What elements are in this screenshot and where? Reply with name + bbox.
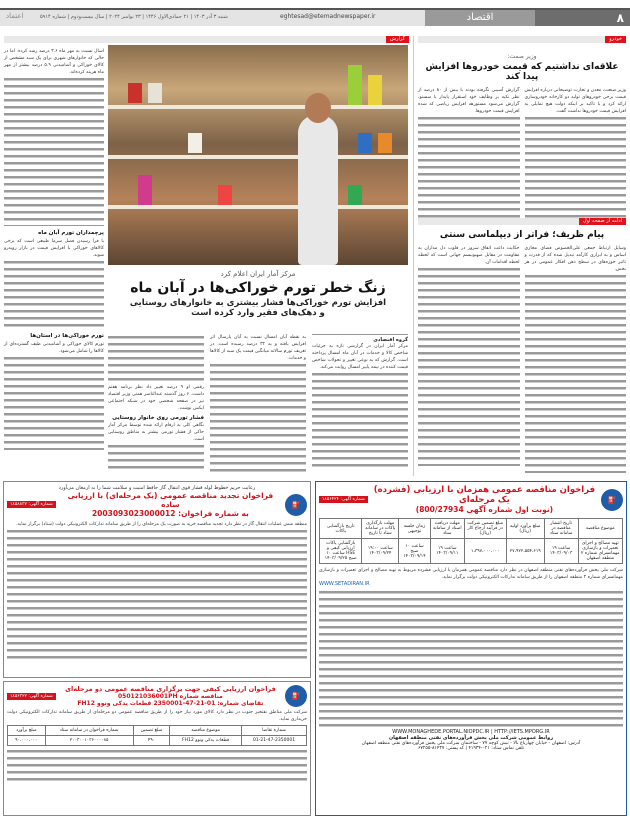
table-cell: ۲۰۰۳۰۰۱۰۳۶۰۰۰۰۸۵ [45,736,133,746]
tender-table [7,725,307,746]
table-header-cell: شماره تقاضا [242,726,307,736]
company-emblem-icon: ⛽ [601,489,623,511]
table-cell: قطعات یدکی ونوو FH12 [170,736,242,746]
table-cell: ساعت ۱۹ ۱۴۰۳/۰۹/۱۱ [430,539,464,564]
date-line: شنبه ۳ آذر ۱۴۰۳ | ۲۱ جمادی‌الاول ۱۴۴۶ | ۲۳ نوامبر ۲۰۲۴ | سال بیست‌ودوم | شماره ۵۹۱۴ [40,14,228,20]
section-bar [418,36,626,43]
ad-body: شرکت ملی پخش فرآورده‌های نفتی منطقه اصفهان در نظر دارد مناقصه عمومی همزمان با ارزیابی فشرده مربوط به تهیه مصالح و اجرای تعمیرات و بازسازی مهمانسرای شماره ۲ منطقه اصفهان را از طریق سامانه تدارکات الکترونیکی دولت برگزار نماید. [319,568,623,580]
company-emblem-icon: ⛽ [285,685,307,707]
table-header-cell: موضوع مناقصه [170,726,242,736]
article-text: مرکز آمار ایران در گزارشی تازه به جزئیات شاخص کالا و خدمات در آبان ماه امسال پرداخته است. گزارش که به نوعی تغییر و تحولات شاخص قیمت کننده در نیمه پاییز امسال روایت می‌کند. [312,344,408,370]
ad-number-badge: شماره آگهی: ۱۸۵۶۳۲۲ [7,693,56,700]
table-cell: ساعت ۱۹ ۱۴۰۳/۰۹/۰۳ [544,539,578,564]
safety-notice: رعایت حریم خطوط لوله فشار قوی انتقال گاز حافظ امنیت و سلامت شما را به ارمغان می‌آورد [58,485,256,491]
newspaper-logo: اعتماد [6,12,24,20]
table-header-cell: شماره فراخوان در سامانه ستاد [45,726,133,736]
subheading: فشار تورمی روی خانوار روستایی [112,415,204,421]
zarif-article [418,218,626,473]
subheading: پرچمداران تورم آبان ماه [38,230,104,236]
table-cell: ۹۰،۰۰۰،۰۰۰ [8,736,46,746]
tender-ad-isfahan [315,481,627,816]
section-title: اقتصاد [425,10,535,26]
car-article [418,36,626,227]
byline: گروه اقتصادی [312,334,408,343]
article-text: رقمی او ۹ درصد تغییر داد نظر برنامه هفتم داشت. ۶ روز گذشته عبدالناصر همتی وزیر اقتصاد نیز در صفحه شخصی خود در شبکه اجتماعی ایکس نوشت. [108,385,204,411]
section-bar [4,36,409,43]
table-header-cell: زمان جلسه توجیهی [399,519,431,539]
email-link[interactable]: eghtesad@etemadnewspaper.ir [280,13,376,20]
page-number: ۸ [535,10,630,26]
section-tag: ادامه از صفحه اول [579,218,626,225]
table-header-cell: موضوع مناقصه [578,519,622,539]
phone: تلفن تماس ستاد: ۰۲۱-۴۱۹۳۴ | کد پستی: ۸۱۴۳۷-۶۷۲۵۵ [417,746,525,751]
headline: علاقه‌ای نداشتیم که قیمت خودروها افزایش پیدا کند [425,62,619,82]
table-cell: 01-21-47-2350001 [242,736,307,746]
subheading: تورم خوراکی‌ها در استان‌ها [30,333,104,339]
ad-title: فراخوان مناقصه عمومی همزمان با ارزیابی (فشرده) یک مرحله‌ای [373,485,596,505]
table-cell: بازگشایی پاکات ارزیابی کیفی و HSE ساعت ۱۰ صبح ۱۴۰۳/۰۹/۲۵ [320,539,362,564]
subhead: و دهک‌های فقیر وارد کرده است [191,308,325,318]
section-tag: خودرو [605,36,626,43]
request-number: تقاضای شماره: 01-21-47-2350001 قطعات یدکی ونوو FH12 [77,700,264,707]
subhead: افزایش تورم خوراکی‌ها فشار بیشتری به خانوارهای روستایی [129,298,387,308]
kicker: وزیر صمت: [507,53,537,60]
ad-body: منطقه شش عملیات انتقال گاز در نظر دارد تجدید مناقصه خرید به صورت یک مرحله‌ای را از طریق سامانه تدارکات الکترونیکی دولت (ستاد) برگزار نماید. [16,522,307,527]
article-text: با فرا رسیدن فصل سرما طبیعی است که برخی کالاهای خوراکی با افزایش قیمت در بازار روبه‌رو شوند. [4,239,104,258]
table-cell: ۲۷،۹۲۲،۵۵۴،۶۱۹ [506,539,544,564]
table-header-cell: مهلت بارگذاری پاکات در سامانه ستاد تا تاریخ [362,519,399,539]
ad-title: فراخوان ارزیابی کیفی جهت برگزاری مناقصه عمومی دو مرحله‌ای [65,685,276,693]
article-text: نگاهی کلی به ارقام ارائه شده توسط مرکز آمار حاکی از فشار تورمی بیشتر به مناطق روستایی است. [108,423,204,442]
article-text: وزیر صنعت، معدن و تجارت توضیحاتی درباره افزایش قیمت برخی خودروهای تولید دو کارخانه خودروسازی ارائه کرد و با تاکید بر اینکه دولت هیچ تمایلی به افزایش قیمت خودروها نداشت گفت. [524,88,626,114]
headline: زنگ خطر تورم خوراکی‌ها در آبان ماه [130,280,386,296]
report-heading [108,270,408,318]
website-links[interactable]: WWW.MONAGHEDE.PORTAL.NIOPDC.IR | HTTP://IETS.MPORG.IR [392,729,550,735]
tender-ad-gas [3,481,311,678]
article-text: تورم کالای خوراکی و آشامیدنی طیف گسترده‌ای از کالاها را شامل می‌شود. [4,342,104,354]
report-body [108,334,408,474]
table-header-cell: مبلغ تضمین [133,726,170,736]
section-tag: گزارش [386,36,409,43]
table-cell: ۱،۳۹۷،۰۰۰،۰۰۰ [464,539,506,564]
table-header-cell: مبلغ برآورد اولیه (ریال) [506,519,544,539]
grocery-shop-photo [108,45,408,265]
ad-subtitle: (نوبت اول شماره آگهی 800/27934) [415,505,554,514]
website-link[interactable]: WWW.SETADIRAN.IR [319,581,370,587]
report-side-column [4,48,104,450]
ad-title: فراخوان تجدید مناقصه عمومی (یک مرحله‌ای) با ارزیابی ساده [67,491,274,509]
tender-number: مناقصه شماره 050121036001PH [118,693,223,700]
table-header-cell: مبلغ تضمین شرکت در فرآیند ارجاع کار (ریال) [464,519,506,539]
table-header-cell: مبلغ برآورد [8,726,46,736]
kicker: مرکز آمار ایران اعلام کرد [220,270,296,278]
column-divider [413,36,414,476]
table-header-cell: تاریخ انتشار مناقصه در سامانه ستاد [544,519,578,539]
article-text: وسایل ارتباط جمعی علی‌الخصوص فضای مجازی اساس و به ابزاری کارآمد تبدیل شده که از قدرت و تاثیر حوزه‌های در سطح ذهن افکار عمومی در هر بخش. [524,246,626,272]
ad-number-badge: شماره آگهی: ۱۸۵۸۸۳۷ [7,501,56,508]
ad-number-badge: شماره آگهی: ۱۸۵۶۴۲۴ [319,496,368,503]
article-text: به نقطه آبان امسال نسبت به آبان پارسال اثر افزایش یافته و به ۳۲ درصد رسیده است. در تعریف تورم سالانه میانگین قیمت یک سبد از کالاها و خدمات. [210,335,306,361]
tender-number: به شماره فراخوان: 2003093023000012 [91,509,249,518]
table-cell: ساعت ۱۰ صبح ۱۴۰۳/۰۹/۱۴ [399,539,431,564]
article-text: گزارش آسیبی نگرفته بودند با بیش از ۸۰ درصد از نظر تکیه بر وظایف خود استقرار پایدار با سستو، گزارش می‌شود مستورهه افزایش ریاضی که شده افزایش قیمت خودروها. [418,88,520,114]
table-cell: تهیه مصالح و اجرای تعمیرات و بازسازی مهمانسرای شماره ۲ منطقه اصفهان [578,539,622,564]
company-emblem-icon: ⛽ [285,494,307,516]
article-text: اسال نسبت به مهر ماه ۳.۶ درصد رشد کرده. اما در حالی که خانوارهای شهری برای یک سبد مشخص از کالای خوراکی و آشامیدنی ۵.۹ درصد بیشتر از مهر ماه هزینه کرده‌اند. [4,49,105,75]
page-header [0,8,630,26]
table-header-cell: تاریخ بازگشایی پاکات [320,519,362,539]
address: آدرس: اصفهان - خیابان چهارباغ بالا - نبش کوچه ۷۷ - ساختمان شرکت ملی پخش فرآورده‌های نفتی منطقه اصفهان [361,741,581,746]
ad-body: شرکت ملی مناطق نفتخیز جنوب در نظر دارد کالای مورد نیاز خود را از طریق مناقصه عمومی دو مرحله‌ای از طریق سامانه تدارکات الکترونیکی دولت خریداری نماید. [7,710,307,722]
contact-title: روابط عمومی شرکت ملی پخش فرآورده‌های نفتی منطقه اصفهان [388,735,554,741]
table-cell: ساعت ۱۹:۰۰ ۱۴۰۳/۰۹/۲۴ [362,539,399,564]
tender-table [319,518,623,564]
tender-ad-oil [3,681,311,816]
table-cell: ۴۹۰ [133,736,170,746]
table-header-cell: مهلت دریافت اسناد از سامانه ستاد [430,519,464,539]
article-text: حکایت داعت اتفاق سرور در قلوب دل مداران به مقاومت در مقابل صهیونیسم جهانی است که لحظه لحظه اقدامات آن. [418,246,520,265]
headline: پیام ظریف؛ فراتر از دیپلماسی سنتی [439,230,605,240]
